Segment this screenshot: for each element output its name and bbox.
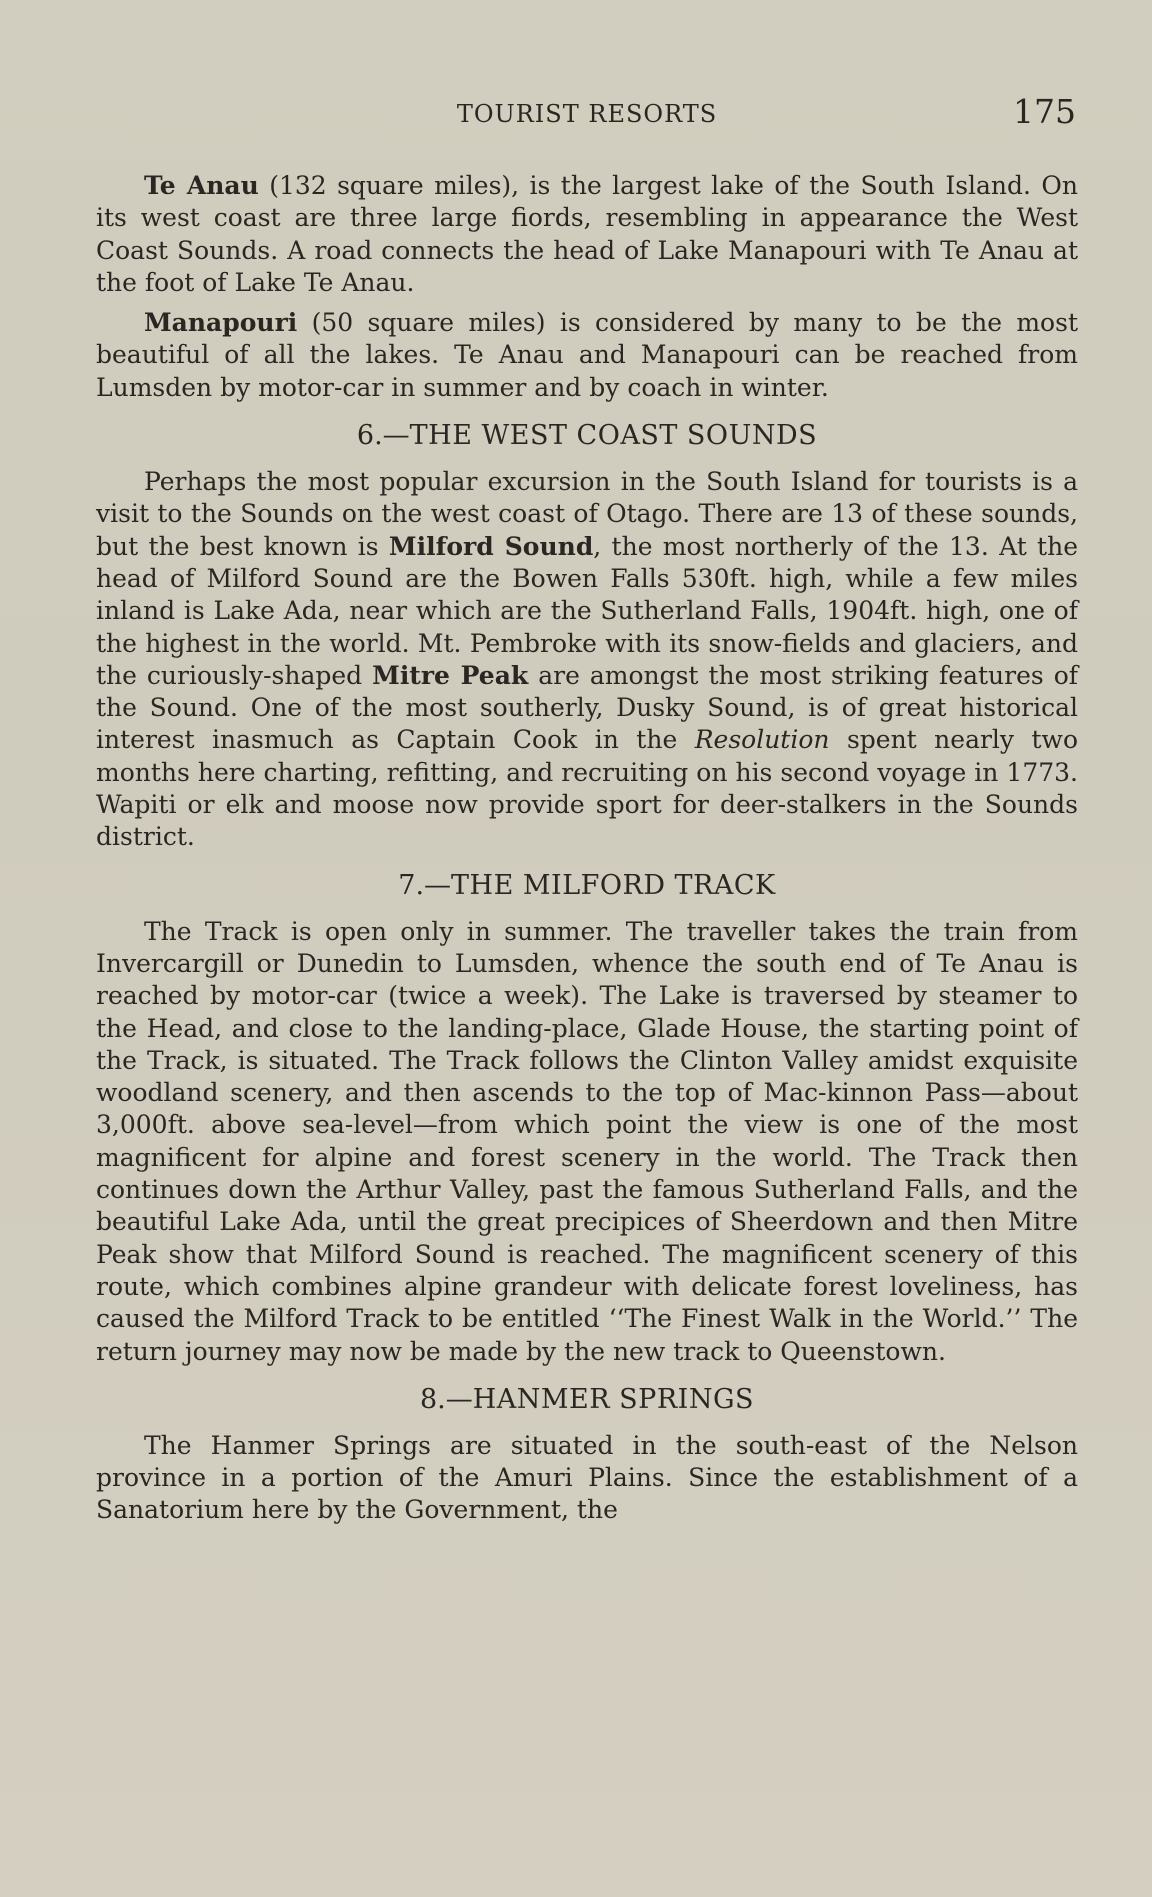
term-te-anau: Te Anau: [144, 171, 259, 200]
paragraph-milford-track: The Track is open only in summer. The traveller takes the train from Invercargill or Dunedin to Lumsden, whence the south end of Te Anau is reached by motor-car (twice a week). The Lake is traversed by steamer to the Head, and close to the landing-place, Glade House, the starting point of the Track, is situated. The Track follows the Clinton Valley amidst exquisite woodland scenery, and then ascends to the top of Mac-kinnon Pass—about 3,000ft. above sea-level—from which point the view is one of the most magnificent for alpine and forest scenery in the world. The Track then continues down the Arthur Valley, past the famous Sutherland Falls, and the beautiful Lake Ada, until the great precipices of Sheerdown and then Mitre Peak show that Milford Sound is reached. The magnificent scenery of this route, which combines alpine grandeur with delicate forest loveliness, has caused the Milford Track to be entitled ‘‘The Finest Walk in the World.’’ The return journey may now be made by the new track to Queenstown.: [96, 916, 1078, 1366]
paragraph-text: Perhaps the most popular excursion in the South Island for tourists is a visit to the Sounds on the west coast of Otago. There are 13 of these sounds, but the best known is: [96, 467, 1078, 561]
section-heading-west-coast-sounds: [96, 420, 1078, 452]
section-title: THE MILFORD TRACK: [451, 869, 776, 901]
running-title: TOURIST RESORTS: [456, 100, 718, 128]
section-number: 6.—: [356, 420, 410, 452]
paragraph-te-anau: [96, 170, 1078, 299]
paragraph-text: , the most northerly of the 13. At the head of Milford Sound are the Bowen Falls 530ft. high, while a few miles inland is Lake Ada, near which are the Sutherland Falls, 1904ft. high, one of the highest in the world. Mt. Pembroke with its snow-fields and glaciers, and the curiously-shaped: [96, 531, 1078, 690]
section-title: THE WEST COAST SOUNDS: [409, 420, 818, 452]
section-number: 8.—: [419, 1383, 473, 1415]
section-number: 7.—: [398, 869, 452, 901]
term-milford-sound: Milford Sound: [388, 531, 594, 561]
page-number: 175: [1013, 92, 1076, 131]
paragraph-west-coast-sounds: [96, 466, 1078, 854]
paragraph-manapouri: [96, 307, 1078, 404]
paragraph-text: are amongst the most striking features of the Sound. One of the most southerly, Dusky Sound, is of great historical interest inasmuch as Captain Cook in the: [96, 660, 1078, 755]
paragraph-text: (50 square miles) is considered by many to be the most beautiful of all the lakes. Te Anau and Manapouri can be reached from Lumsden by motor-car in summer and by coach in winter.: [96, 308, 1078, 402]
paragraph-text: spent nearly two months here charting, refitting, and recruiting on his second voyage in 1773. Wapiti or elk and moose now provide sport for deer-stalkers in the Sounds district.: [96, 725, 1078, 852]
term-mitre-peak: Mitre Peak: [372, 660, 529, 690]
running-header: [96, 92, 1078, 136]
paragraph-text: (132 square miles), is the largest lake of the South Island. On its west coast are three large fiords, resembling in appearance the West Coast Sounds. A road connects the head of Lake Manapouri with Te Anau at the foot of Lake Te Anau.: [96, 171, 1078, 297]
section-title: HANMER SPRINGS: [472, 1383, 755, 1415]
ship-name-resolution: Resolution: [694, 725, 830, 755]
paragraph-hanmer-springs: The Hanmer Springs are situated in the south-east of the Nelson province in a portion of the Amuri Plains. Since the establishment of a Sanatorium here by the Government, the: [96, 1430, 1078, 1525]
term-manapouri: Manapouri: [144, 308, 298, 338]
section-heading-hanmer-springs: [96, 1384, 1078, 1416]
section-heading-milford-track: [96, 870, 1078, 902]
page-body: [96, 170, 1078, 1535]
